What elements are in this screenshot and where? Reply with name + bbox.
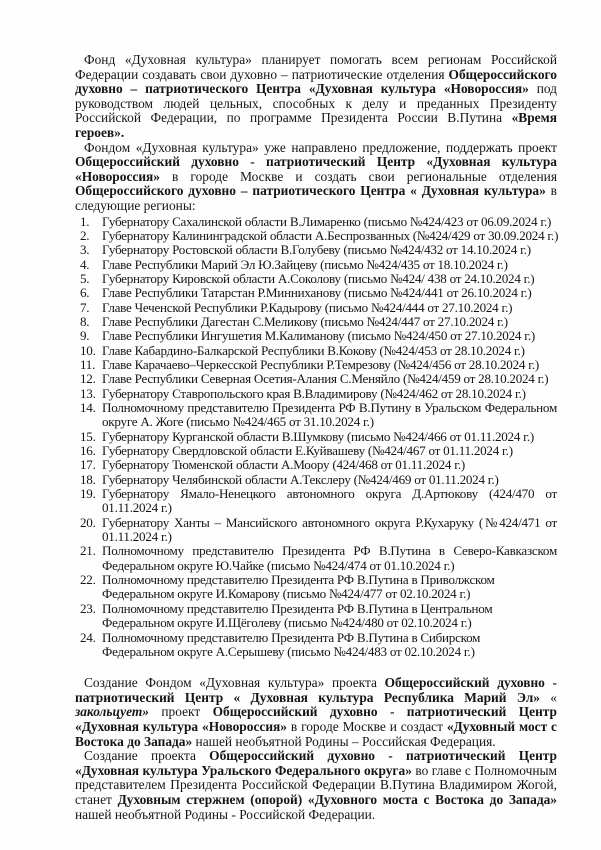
list-item-text: Полномочному представителю Президента РФ В.Путину в Уральском Федеральном bbox=[102, 400, 557, 415]
text-run: « bbox=[539, 689, 557, 705]
text-run: в городе Москве и создать свои региональные отделения bbox=[160, 168, 557, 184]
list-item-text: Главе Республики Северная Осетия-Алания С.Меняйло (№424/459 от 28.10.2024 г.) bbox=[102, 371, 549, 387]
list-item bbox=[75, 573, 557, 602]
text-run: Создание Фондом «Духовная культура» проекта bbox=[84, 675, 385, 691]
list-item-number: 6. bbox=[80, 285, 90, 301]
list-bottom-spacer bbox=[75, 659, 557, 676]
emphasized-text-run: Общероссийский духовно - патриотический Центр « Духовная культура Республика Марий Эл» bbox=[75, 675, 557, 705]
list-item-number: 7. bbox=[80, 299, 90, 315]
text-run: в следующие регионы: bbox=[75, 183, 558, 213]
emphasized-text-run: Общероссийского духовно – патриотического Центра « Духовная культура» bbox=[75, 183, 546, 199]
text-run: во главе с Полномочным представителем Президента Российской Федерации В.Путина Владимиром Жогой, станет bbox=[75, 762, 557, 807]
list-item-text: Губернатору Калининградской области А.Беспрозванных (№424/429 от 30.09.2024 г.) bbox=[102, 227, 559, 243]
list-item-text: Губернатору Челябинской области А.Текслеру (№424/469 от 01.11.2024 г.) bbox=[102, 471, 499, 487]
list-item bbox=[75, 458, 557, 472]
list-item-number: 8. bbox=[80, 313, 90, 329]
list-item bbox=[75, 444, 557, 458]
list-item-text: Губернатору Ханты – Мансийского автономного округа Р.Кухаруку (№424/471 от bbox=[102, 514, 557, 530]
list-item-number: 11. bbox=[80, 356, 96, 372]
list-item-text: Губернатору Тюменской области А.Моору (424/468 от 01.11.2024 г.) bbox=[102, 457, 465, 473]
list-item bbox=[75, 487, 557, 516]
list-item bbox=[75, 329, 557, 343]
list-item-number: 24. bbox=[80, 629, 96, 645]
list-item-number: 19. bbox=[80, 486, 96, 502]
list-item bbox=[75, 229, 557, 243]
list-item-text: Губернатору Сахалинской области В.Лимаренко (письмо №424/423 от 06.09.2024 г.) bbox=[102, 213, 552, 229]
emphasized-text-run: Духовным стержнем (опорой) «Духовного моста с Востока до Запада» bbox=[117, 791, 558, 807]
text-run: нашей необъятной Родины – Российская Федерация. bbox=[192, 733, 496, 749]
paragraph-fund-plans bbox=[75, 53, 557, 141]
list-item bbox=[75, 602, 557, 631]
text-run: Фонд «Духовная культура» планирует помогать всем регионам Российской Федерации создавать свои духовно – патриотические отделения bbox=[75, 52, 557, 82]
list-item bbox=[75, 631, 557, 660]
list-item bbox=[75, 286, 557, 300]
emphasized-text-run: Общероссийский духовно - патриотический Центр «Духовная культура Уральского Федерального округа» bbox=[75, 748, 557, 778]
list-item-number: 20. bbox=[80, 514, 96, 530]
list-item-text: Главе Республики Дагестан С.Меликову (письмо №424/447 от 27.10.2024 г.) bbox=[102, 313, 508, 329]
list-item-number: 2. bbox=[80, 227, 90, 243]
paragraph-ural-project bbox=[75, 749, 557, 822]
list-item bbox=[75, 243, 557, 257]
emphasized-text-run: закольцует» bbox=[75, 704, 149, 720]
list-item-text-continued: 01.11.2024 г.) bbox=[102, 500, 172, 516]
list-item-text: Главе Республики Ингушетия М.Калиманову (письмо №424/450 от 27.10.2024 г.) bbox=[102, 328, 535, 344]
list-item bbox=[75, 544, 557, 573]
list-item-number: 16. bbox=[80, 443, 96, 459]
list-item-number: 10. bbox=[80, 342, 96, 358]
list-item-text: Губернатору Свердловской области Е.Куйвашеву (№424/467 от 01.11.2024 г.) bbox=[102, 443, 513, 459]
list-item-number: 13. bbox=[80, 385, 96, 401]
text-run: нашей необъятной Родины - Российской Федерации. bbox=[75, 806, 376, 822]
list-item-text: Полномочному представителю Президента РФ В.Путина в Северо-Кавказском bbox=[102, 543, 557, 559]
list-item-text: Губернатору Ростовской области В.Голубеву (письмо №424/432 от 14.10.2024 г.) bbox=[102, 242, 531, 258]
list-item-number: 3. bbox=[80, 242, 90, 258]
list-item-number: 15. bbox=[80, 428, 96, 444]
text-run: Фондом «Духовная культура» уже направлено предложение, поддержать проект bbox=[84, 139, 557, 155]
list-item-number: 9. bbox=[80, 328, 90, 344]
emphasized-text-run: Общероссийский духовно - патриотический Центр «Духовная культура «Новороссия» bbox=[75, 704, 557, 734]
emphasized-text-run: Общероссийского духовно – патриотического Центра «Духовная культура «Новороссия» bbox=[75, 66, 557, 97]
list-item bbox=[75, 358, 557, 372]
list-item-text: Губернатору Ямало-Ненецкого автономного округа Д.Артюкову (424/470 от bbox=[102, 486, 557, 502]
list-item-text: Полномочному представителю Президента РФ В.Путина в Сибирском bbox=[102, 629, 481, 645]
list-item bbox=[75, 315, 557, 329]
list-item-text: Полномочному представителю Президента РФ В.Путина в Центральном bbox=[102, 600, 493, 616]
list-item-text-continued: Федеральном округе А.Серышеву (письмо №424/483 от 02.10.2024 г.) bbox=[102, 643, 475, 659]
list-item-text: Губернатору Кировской области А.Соколову (письмо №424/ 438 от 24.10.2024 г.) bbox=[102, 270, 535, 286]
list-item-number: 21. bbox=[80, 543, 96, 559]
paragraph-mari-el-project bbox=[75, 676, 557, 749]
list-item-text: Главе Карачаево–Черкесской Республики Р.Темрезову (№424/456 от 28.10.2024 г.) bbox=[102, 356, 539, 372]
text-run: проект bbox=[148, 704, 213, 720]
list-item bbox=[75, 473, 557, 487]
list-item-text: Главе Республики Татарстан Р.Минниханову (письмо №424/441 от 26.10.2024 г.) bbox=[102, 285, 532, 301]
list-item-number: 18. bbox=[80, 471, 96, 487]
list-item-number: 4. bbox=[80, 256, 90, 272]
list-item-text: Главе Кабардино-Балкарской Республики В.Кокову (№424/453 от 28.10.2024 г.) bbox=[102, 342, 525, 358]
list-item-text: Полномочному представителю Президента РФ В.Путина в Приволжском bbox=[102, 572, 495, 588]
list-item-number: 23. bbox=[80, 600, 96, 616]
list-item bbox=[75, 344, 557, 358]
list-item bbox=[75, 301, 557, 315]
list-item-text-continued: округе А. Жоге (письмо №424/465 от 31.10.2024 г.) bbox=[102, 414, 374, 430]
emphasized-text-run: Общероссийский духовно - патриотический Центр «Духовная культура «Новороссия» bbox=[75, 154, 557, 184]
list-item-text-continued: 01.11.2024 г.) bbox=[102, 529, 172, 545]
document-content bbox=[75, 53, 557, 822]
list-item bbox=[75, 215, 557, 229]
list-item bbox=[75, 387, 557, 401]
list-item-number: 5. bbox=[80, 270, 90, 286]
list-item-text: Главе Республики Марий Эл Ю.Зайцеву (письмо №424/435 от 18.10.2024 г.) bbox=[102, 256, 508, 272]
emphasized-text-run: «Духовный мост с Востока до Запада» bbox=[75, 718, 557, 749]
list-item-text: Главе Чеченской Республики Р.Кадырову (письмо №424/444 от 27.10.2024 г.) bbox=[102, 299, 513, 315]
text-run: под руководством людей цельных, способных к делу и преданных Президенту Российской Федерации, по программе Президента России В.Путина bbox=[75, 81, 557, 126]
list-item-number: 14. bbox=[80, 400, 96, 415]
list-item bbox=[75, 258, 557, 272]
list-item bbox=[75, 516, 557, 545]
recipients-list bbox=[75, 215, 557, 660]
list-item-number: 22. bbox=[80, 572, 96, 588]
list-item-number: 12. bbox=[80, 371, 96, 387]
list-item-text: Губернатору Курганской области В.Шумкову (письмо №424/466 от 01.11.2024 г.) bbox=[102, 428, 534, 444]
list-item bbox=[75, 272, 557, 286]
list-item-text: Губернатору Ставропольского края В.Владимирову (№424/462 от 28.10.2024 г.) bbox=[102, 385, 526, 401]
text-run: в городе Москве и создаст bbox=[287, 718, 447, 734]
list-item-text-continued: Федеральном округе И.Комарову (письмо №424/477 от 02.10.2024 г.) bbox=[102, 586, 471, 602]
list-item-number: 1. bbox=[80, 213, 90, 229]
emphasized-text-run: «Время героев». bbox=[75, 110, 557, 140]
text-run: Создание проекта bbox=[84, 748, 210, 764]
list-item-text-continued: Федеральном округе И.Щёголеву (письмо №424/480 от 02.10.2024 г.) bbox=[102, 615, 472, 631]
list-item bbox=[75, 401, 557, 430]
list-item-text-continued: Федеральном округе Ю.Чайке (письмо №424/474 от 01.10.2024 г.) bbox=[102, 557, 455, 573]
list-item bbox=[75, 372, 557, 386]
list-item-number: 17. bbox=[80, 457, 96, 473]
list-item bbox=[75, 430, 557, 444]
paragraph-proposal-sent bbox=[75, 141, 557, 214]
